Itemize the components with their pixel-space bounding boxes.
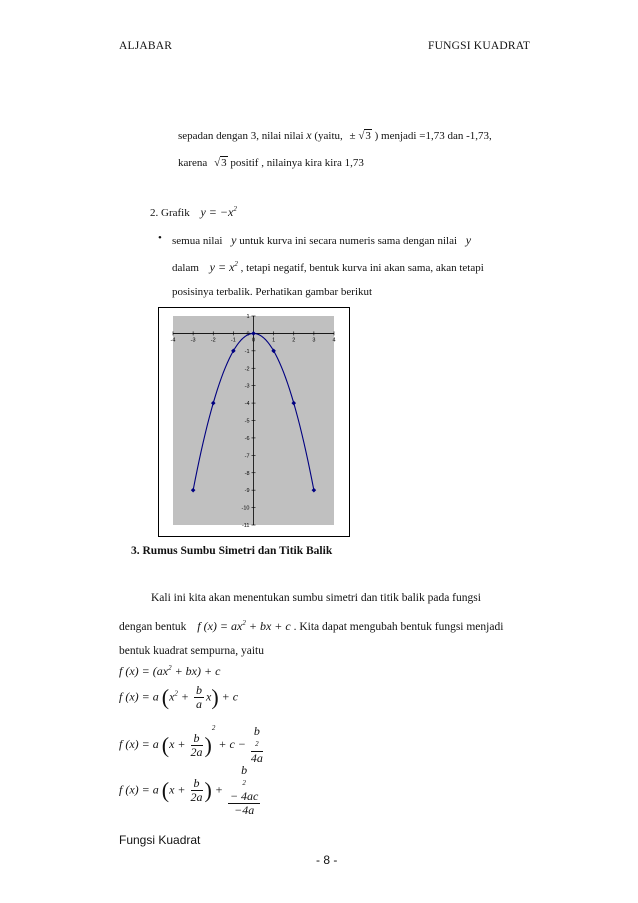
x-tick-label: 2 [292,337,296,344]
equation-4: f (x) = a (x + $\frac{b}{2a}$ ) + b 2 − 4ac −4a [119,763,259,817]
footer-title: Fungsi Kuadrat [119,833,201,847]
parabola-chart [159,308,349,536]
y-tick-label: -11 [241,523,250,529]
x-tick-label: 4 [332,337,336,344]
x-tick-label: -2 [210,337,216,344]
section3-p2: dengan bentuk f $(x) = ax^2$ + bx + c . Kita dapat mengubah bentuk fungsi menjadi [119,619,504,633]
x-tick-label: 0 [251,337,256,344]
y-tick-label: -10 [241,505,250,512]
header-left: ALJABAR [119,40,173,52]
y-tick-label: -3 [244,383,250,390]
y-tick-label: -4 [244,401,250,408]
y-tick-label: -8 [244,470,250,477]
fraction-b-over-2a-2: $\frac{b}{2a}$ [190,776,203,804]
sqrt-3: 3 [365,130,371,142]
bullet-line2: dalam $y = x^2$ , tetapi negatif, bentuk kurva ini akan sama, akan tetapi [172,260,484,274]
y-tick-label: -5 [244,418,250,425]
y-tick-label: -9 [244,488,250,495]
fraction-b-over-2a: $\frac{b}{2a}$ [190,730,203,759]
bullet-line3: posisinya terbalik. Perhatikan gambar berikut [172,286,373,298]
y-tick-label: -6 [244,435,250,442]
para1-line1: sepadan dengan 3, nilai nilai x (yaitu, ± √3 ) menjadi =1,73 dan -1,73, [178,128,492,142]
bullet-dot: • [158,232,162,244]
x-tick-label: 1 [272,337,276,344]
page-number: - 8 - [316,853,338,867]
bullet-line1: semua nilai y untuk kurva ini secara numeris sama dengan nilai y [172,233,472,247]
section3-p3: bentuk kuadrat sempurna, yaitu [119,645,264,657]
y-tick-label: -1 [244,348,250,355]
item2-heading: 2. Grafik $y = -x^2$ [150,205,237,219]
y-tick-label: -2 [244,366,250,373]
header-right: FUNGSI KUADRAT [428,40,531,52]
fraction-b2-over-4a: b 2 4a [250,724,263,766]
y-tick-label: 1 [246,314,250,320]
section3-title: 3. Rumus Sumbu Simetri dan Titik Balik [131,545,333,557]
fraction-b-over-a: $\frac{b}{a}$ [196,683,203,711]
y-tick-label: 0 [246,331,250,338]
x-tick-label: -3 [190,337,196,344]
y-tick-label: -7 [244,453,250,460]
chart-frame [158,307,350,537]
para1-line2: karena √3 positif , nilainya kira kira 1,73 [178,157,364,169]
x-tick-label: 3 [312,337,316,344]
equation-3: f (x) = a (x + $\frac{b}{2a}$ )$^2$ + c − b 2 4a [119,724,263,766]
equation-1: f $(x) = (ax^2 + bx) + c$ [119,664,221,678]
x-tick-label: -4 [170,337,176,344]
x-tick-label: -1 [230,337,236,344]
fraction-discriminant: b 2 − 4ac −4a [229,763,259,817]
section3-p1: Kali ini kita akan menentukan sumbu simetri dan titik balik pada fungsi [151,592,481,604]
equation-2: f (x) = a ($x^2$ + $\frac{b}{a}$ x) + c [119,683,239,711]
